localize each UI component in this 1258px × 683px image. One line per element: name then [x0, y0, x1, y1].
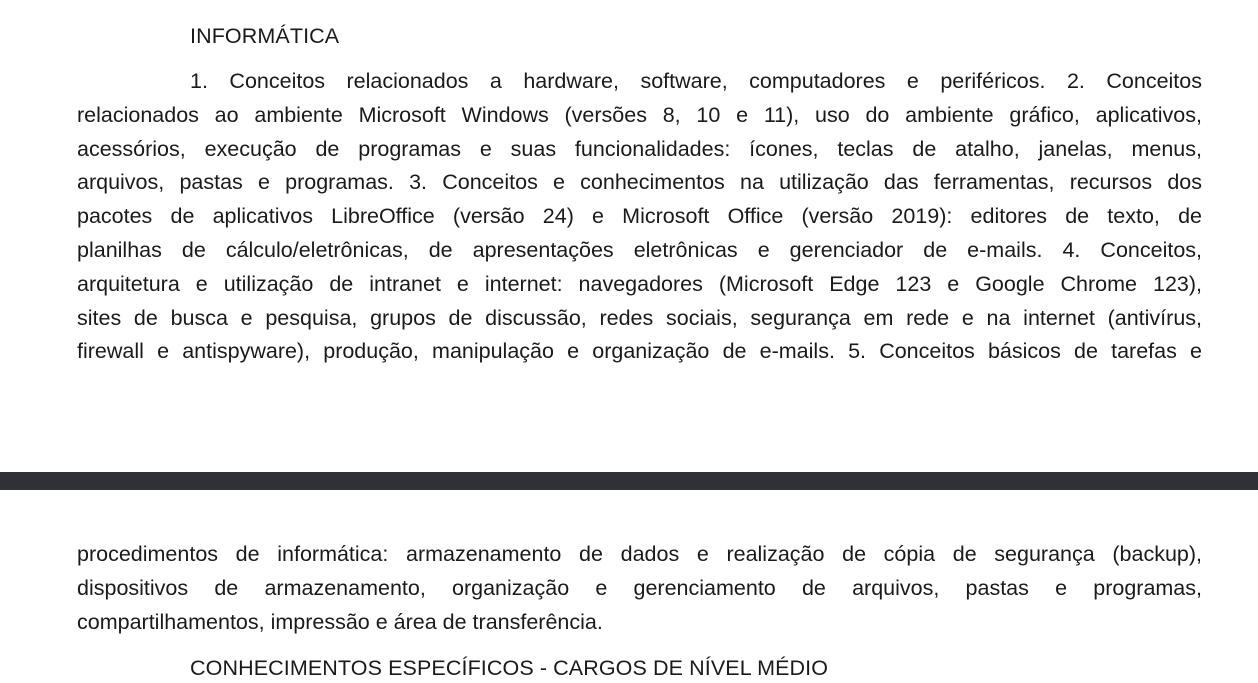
section-heading-conhecimentos-especificos: CONHECIMENTOS ESPECÍFICOS - CARGOS DE NÍVEL MÉDIO [190, 656, 829, 680]
informatica-paragraph [77, 65, 1202, 369]
paragraph-line: procedimentos de informática: armazenamento de dados e realização de cópia de segurança (backup), [77, 542, 1202, 566]
paragraph-line: planilhas de cálculo/eletrônicas, de apresentações eletrônicas e gerenciador de e-mails. 4. Conceitos, [77, 237, 1202, 262]
document-page-bottom [0, 490, 1258, 683]
paragraph-line: firewall e antispyware), produção, manipulação e organização de e-mails. 5. Conceitos básicos de tarefas e [77, 339, 1202, 364]
paragraph-line: pacotes de aplicativos LibreOffice (versão 24) e Microsoft Office (versão 2019): editores de texto, de [77, 204, 1202, 229]
paragraph-line: dispositivos de armazenamento, organização e gerenciamento de arquivos, pastas e programas, [77, 575, 1202, 600]
informatica-paragraph-continued [77, 538, 1202, 639]
section-heading-informatica: INFORMÁTICA [190, 24, 340, 48]
paragraph-line: arquitetura e utilização de intranet e internet: navegadores (Microsoft Edge 123 e Google Chrome 123), [77, 271, 1202, 296]
paragraph-line: compartilhamentos, impressão e área de transferência. [77, 609, 603, 634]
paragraph-line: 1. Conceitos relacionados a hardware, software, computadores e periféricos. 2. Conceitos [190, 69, 1202, 93]
paragraph-line: acessórios, execução de programas e suas funcionalidades: ícones, teclas de atalho, janelas, menus, [77, 136, 1202, 161]
paragraph-line: relacionados ao ambiente Microsoft Windows (versões 8, 10 e 11), uso do ambiente gráfico, aplicativos, [77, 102, 1202, 127]
paragraph-line: sites de busca e pesquisa, grupos de discussão, redes sociais, segurança em rede e na internet (antivírus, [77, 305, 1202, 330]
page-separator [0, 472, 1258, 490]
paragraph-line: arquivos, pastas e programas. 3. Conceitos e conhecimentos na utilização das ferramentas, recursos dos [77, 170, 1202, 195]
